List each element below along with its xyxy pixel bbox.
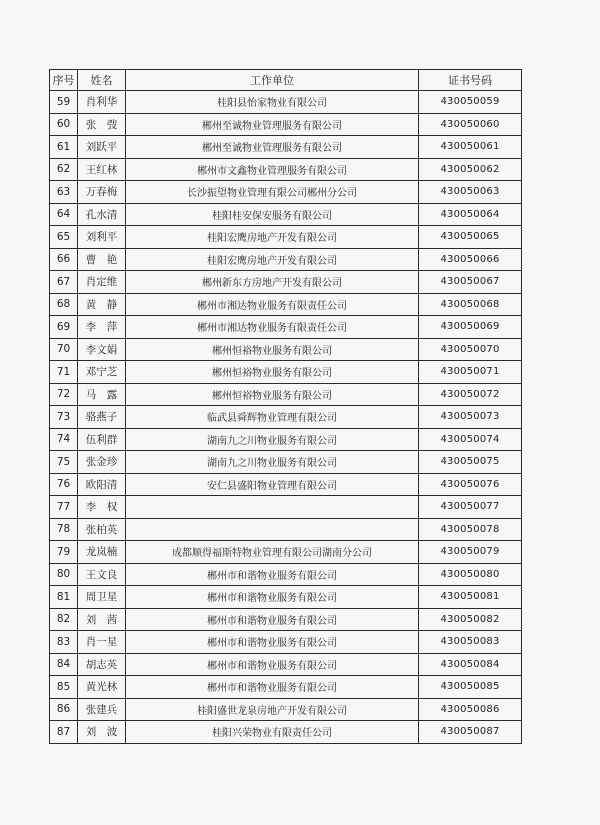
cell-name: 肖定维 xyxy=(78,271,126,294)
cell-serial-number: 60 xyxy=(50,113,78,136)
cell-certificate-number: 430050061 xyxy=(419,136,522,159)
table-row xyxy=(50,563,522,586)
header-certificate-number: 证书号码 xyxy=(419,70,522,91)
cell-work-unit: 郴州市和谐物业服务有限公司 xyxy=(126,653,419,676)
cell-certificate-number: 430050069 xyxy=(419,316,522,339)
header-work-unit: 工作单位 xyxy=(126,70,419,91)
cell-certificate-number: 430050080 xyxy=(419,563,522,586)
cell-work-unit: 临武县舜辉物业管理有限公司 xyxy=(126,406,419,429)
certificate-roster-table xyxy=(49,69,522,744)
cell-work-unit xyxy=(126,496,419,519)
cell-serial-number: 65 xyxy=(50,226,78,249)
cell-work-unit: 郴州恒裕物业服务有限公司 xyxy=(126,338,419,361)
cell-name: 肖一星 xyxy=(78,631,126,654)
cell-work-unit: 郴州市文鑫物业管理服务有限公司 xyxy=(126,158,419,181)
cell-name: 曹 艳 xyxy=(78,248,126,271)
header-serial-number: 序号 xyxy=(50,70,78,91)
cell-name: 王文良 xyxy=(78,563,126,586)
cell-name: 黄光林 xyxy=(78,676,126,699)
cell-serial-number: 81 xyxy=(50,586,78,609)
table-row xyxy=(50,406,522,429)
cell-name: 李 权 xyxy=(78,496,126,519)
cell-work-unit: 郴州新东方房地产开发有限公司 xyxy=(126,271,419,294)
cell-name: 孔水清 xyxy=(78,203,126,226)
cell-serial-number: 68 xyxy=(50,293,78,316)
cell-serial-number: 71 xyxy=(50,361,78,384)
cell-certificate-number: 430050065 xyxy=(419,226,522,249)
cell-work-unit: 桂阳宏鹰房地产开发有限公司 xyxy=(126,248,419,271)
table-row xyxy=(50,676,522,699)
cell-name: 张建兵 xyxy=(78,698,126,721)
cell-work-unit: 桂阳盛世龙泉房地产开发有限公司 xyxy=(126,698,419,721)
cell-work-unit: 郴州市和谐物业服务有限公司 xyxy=(126,563,419,586)
cell-work-unit: 安仁县盛阳物业管理有限公司 xyxy=(126,473,419,496)
cell-work-unit: 郴州市湘达物业服务有限责任公司 xyxy=(126,316,419,339)
table-row xyxy=(50,226,522,249)
cell-serial-number: 70 xyxy=(50,338,78,361)
cell-name: 李 萍 xyxy=(78,316,126,339)
cell-certificate-number: 430050072 xyxy=(419,383,522,406)
cell-certificate-number: 430050063 xyxy=(419,181,522,204)
table-row xyxy=(50,271,522,294)
cell-work-unit: 郴州市湘达物业服务有限责任公司 xyxy=(126,293,419,316)
cell-certificate-number: 430050064 xyxy=(419,203,522,226)
cell-name: 李文娟 xyxy=(78,338,126,361)
cell-name: 骆燕子 xyxy=(78,406,126,429)
cell-work-unit: 湖南九之川物业服务有限公司 xyxy=(126,428,419,451)
cell-serial-number: 73 xyxy=(50,406,78,429)
cell-name: 马 露 xyxy=(78,383,126,406)
cell-work-unit: 桂阳桂安保安服务有限公司 xyxy=(126,203,419,226)
cell-serial-number: 79 xyxy=(50,541,78,564)
cell-certificate-number: 430050062 xyxy=(419,158,522,181)
cell-serial-number: 74 xyxy=(50,428,78,451)
cell-name: 张金珍 xyxy=(78,451,126,474)
cell-work-unit: 桂阳县怡家物业有限公司 xyxy=(126,91,419,114)
table-row xyxy=(50,338,522,361)
table-row xyxy=(50,698,522,721)
table-row xyxy=(50,653,522,676)
cell-serial-number: 69 xyxy=(50,316,78,339)
table-row xyxy=(50,136,522,159)
cell-certificate-number: 430050082 xyxy=(419,608,522,631)
cell-serial-number: 64 xyxy=(50,203,78,226)
cell-serial-number: 84 xyxy=(50,653,78,676)
table-row xyxy=(50,631,522,654)
cell-name: 邓宁芝 xyxy=(78,361,126,384)
cell-work-unit: 长沙振望物业管理有限公司郴州分公司 xyxy=(126,181,419,204)
cell-serial-number: 72 xyxy=(50,383,78,406)
cell-certificate-number: 430050059 xyxy=(419,91,522,114)
table-row xyxy=(50,496,522,519)
cell-name: 刘 波 xyxy=(78,721,126,744)
cell-name: 周卫星 xyxy=(78,586,126,609)
cell-serial-number: 85 xyxy=(50,676,78,699)
cell-certificate-number: 430050081 xyxy=(419,586,522,609)
cell-certificate-number: 430050067 xyxy=(419,271,522,294)
table-row xyxy=(50,586,522,609)
cell-name: 万春梅 xyxy=(78,181,126,204)
cell-work-unit: 郴州市和谐物业服务有限公司 xyxy=(126,676,419,699)
cell-serial-number: 80 xyxy=(50,563,78,586)
cell-work-unit: 成都顺得福斯特物业管理有限公司湖南分公司 xyxy=(126,541,419,564)
cell-work-unit: 郴州市和谐物业服务有限公司 xyxy=(126,631,419,654)
cell-certificate-number: 430050079 xyxy=(419,541,522,564)
cell-name: 黄 静 xyxy=(78,293,126,316)
cell-certificate-number: 430050084 xyxy=(419,653,522,676)
cell-serial-number: 77 xyxy=(50,496,78,519)
cell-certificate-number: 430050074 xyxy=(419,428,522,451)
table-row xyxy=(50,203,522,226)
cell-name: 刘 茜 xyxy=(78,608,126,631)
cell-certificate-number: 430050070 xyxy=(419,338,522,361)
cell-serial-number: 67 xyxy=(50,271,78,294)
cell-certificate-number: 430050086 xyxy=(419,698,522,721)
cell-name: 张 弢 xyxy=(78,113,126,136)
cell-name: 龙岚楠 xyxy=(78,541,126,564)
table-row xyxy=(50,113,522,136)
table-row xyxy=(50,361,522,384)
cell-work-unit: 郴州至诚物业管理服务有限公司 xyxy=(126,113,419,136)
cell-work-unit: 郴州市和谐物业服务有限公司 xyxy=(126,586,419,609)
cell-work-unit: 郴州恒裕物业服务有限公司 xyxy=(126,361,419,384)
cell-name: 王红林 xyxy=(78,158,126,181)
cell-name: 张柏英 xyxy=(78,518,126,541)
cell-name: 伍利群 xyxy=(78,428,126,451)
cell-certificate-number: 430050083 xyxy=(419,631,522,654)
cell-certificate-number: 430050071 xyxy=(419,361,522,384)
table-row xyxy=(50,316,522,339)
cell-serial-number: 75 xyxy=(50,451,78,474)
cell-work-unit: 郴州恒裕物业服务有限公司 xyxy=(126,383,419,406)
table-row xyxy=(50,541,522,564)
cell-name: 刘跃平 xyxy=(78,136,126,159)
table-row xyxy=(50,428,522,451)
cell-name: 肖利华 xyxy=(78,91,126,114)
table-row xyxy=(50,721,522,744)
cell-serial-number: 59 xyxy=(50,91,78,114)
table-row xyxy=(50,473,522,496)
cell-serial-number: 61 xyxy=(50,136,78,159)
cell-certificate-number: 430050076 xyxy=(419,473,522,496)
table-row xyxy=(50,158,522,181)
cell-certificate-number: 430050087 xyxy=(419,721,522,744)
cell-work-unit: 桂阳宏鹰房地产开发有限公司 xyxy=(126,226,419,249)
cell-certificate-number: 430050060 xyxy=(419,113,522,136)
table-header-row xyxy=(50,70,522,91)
cell-work-unit xyxy=(126,518,419,541)
table-row xyxy=(50,518,522,541)
cell-serial-number: 62 xyxy=(50,158,78,181)
cell-work-unit: 郴州市和谐物业服务有限公司 xyxy=(126,608,419,631)
cell-name: 欧阳清 xyxy=(78,473,126,496)
table-row xyxy=(50,248,522,271)
cell-serial-number: 63 xyxy=(50,181,78,204)
cell-serial-number: 76 xyxy=(50,473,78,496)
cell-certificate-number: 430050078 xyxy=(419,518,522,541)
cell-certificate-number: 430050068 xyxy=(419,293,522,316)
cell-certificate-number: 430050066 xyxy=(419,248,522,271)
header-name: 姓名 xyxy=(78,70,126,91)
cell-work-unit: 湖南九之川物业服务有限公司 xyxy=(126,451,419,474)
cell-certificate-number: 430050075 xyxy=(419,451,522,474)
cell-serial-number: 83 xyxy=(50,631,78,654)
cell-certificate-number: 430050077 xyxy=(419,496,522,519)
cell-certificate-number: 430050085 xyxy=(419,676,522,699)
cell-serial-number: 86 xyxy=(50,698,78,721)
cell-certificate-number: 430050073 xyxy=(419,406,522,429)
table-row xyxy=(50,181,522,204)
cell-name: 刘利平 xyxy=(78,226,126,249)
table-row xyxy=(50,293,522,316)
table-row xyxy=(50,451,522,474)
cell-serial-number: 78 xyxy=(50,518,78,541)
table-row xyxy=(50,608,522,631)
table-row xyxy=(50,91,522,114)
cell-serial-number: 87 xyxy=(50,721,78,744)
cell-serial-number: 82 xyxy=(50,608,78,631)
table-row xyxy=(50,383,522,406)
cell-serial-number: 66 xyxy=(50,248,78,271)
cell-work-unit: 桂阳兴荣物业有限责任公司 xyxy=(126,721,419,744)
cell-name: 胡志英 xyxy=(78,653,126,676)
cell-work-unit: 郴州至诚物业管理服务有限公司 xyxy=(126,136,419,159)
